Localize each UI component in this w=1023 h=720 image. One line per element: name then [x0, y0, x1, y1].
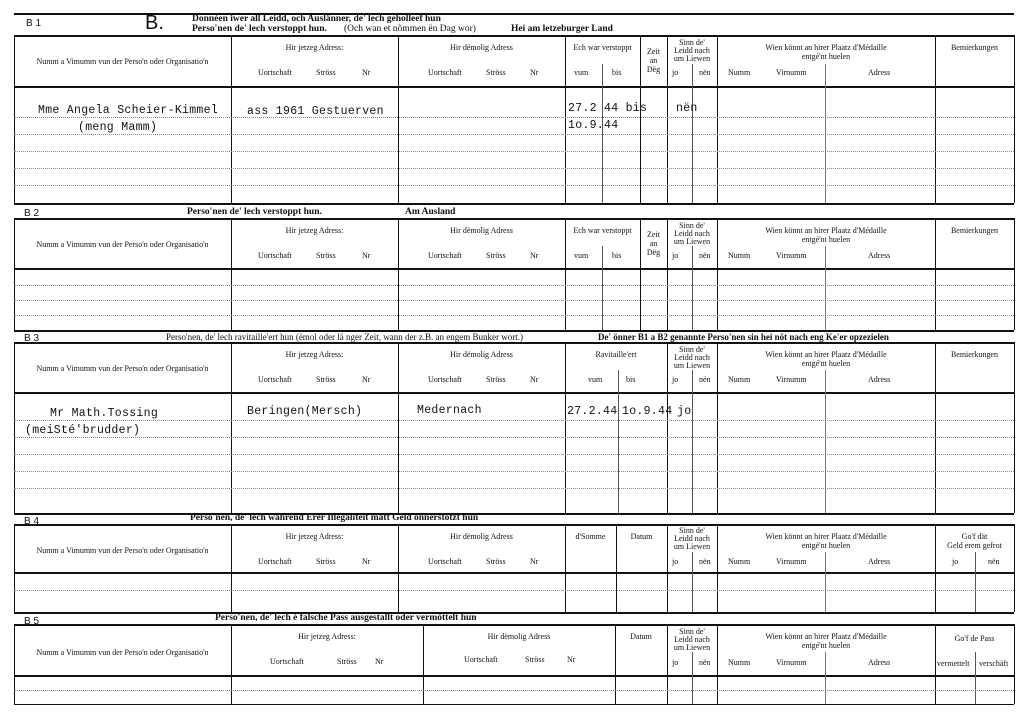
- header-medal-2: entgé'nt huelen: [801, 541, 851, 550]
- header-jo: jo: [672, 557, 679, 566]
- section-code: B 1: [26, 18, 42, 29]
- header-stross: Ströss: [316, 68, 336, 77]
- entry-ravitailleert-from: 27.2.44: [567, 405, 618, 418]
- entry-name-note: (meiSté'brudder): [25, 424, 141, 437]
- header-zeit: Zeit: [647, 230, 660, 239]
- header-medal: Wien könnt an hirer Plaatz d'Médaille: [765, 350, 887, 359]
- header-remarks: Bemierkungen: [950, 226, 999, 235]
- header-jo: jo: [672, 251, 679, 260]
- header-numm: Numm: [728, 375, 751, 384]
- header-an: an: [649, 239, 658, 248]
- header-former-address: Hir dëmolig Adress: [450, 43, 513, 52]
- header-virnumm: Virnumm: [776, 68, 807, 77]
- header-jo: jo: [672, 375, 679, 384]
- header-uortschaft: Uortschaft: [270, 657, 304, 666]
- header-current-address: Hir jetzeg Adress:: [285, 43, 344, 52]
- header-former-address: Hir dëmolig Adress: [450, 226, 513, 235]
- header-jo: jo: [672, 68, 679, 77]
- header-adress: Adress: [868, 251, 891, 260]
- header-virnumm: Virnumm: [776, 375, 807, 384]
- header-nr: Nr: [567, 655, 576, 664]
- header-uortschaft: Uortschaft: [464, 655, 498, 664]
- header-deg: Dëg: [646, 248, 661, 257]
- header-vum: vum: [574, 251, 589, 260]
- header-numm: Numm: [728, 251, 751, 260]
- header-liewen: um Liewen: [673, 361, 711, 370]
- header-stross: Ströss: [486, 68, 506, 77]
- section-subtitle-place: Hei am letzeburger Land: [511, 24, 613, 34]
- header-nr: Nr: [362, 557, 371, 566]
- header-nen: nën: [699, 251, 711, 260]
- section-title: Perso'nen, de' lech ravitaille'ert hun (ëmol oder lä nger Zeit, wann der z.B. an engem Bunker wort.): [166, 332, 523, 342]
- header-current-address: Hir jetzeg Adress:: [285, 350, 344, 359]
- header-ravitailleert: Ravitaille'ert: [595, 350, 637, 359]
- entry-alive: jo: [677, 405, 692, 418]
- header-uortschaft: Uortschaft: [428, 251, 462, 260]
- section-big-letter: B.: [145, 12, 164, 34]
- header-bis: bis: [612, 68, 622, 77]
- header-virnumm: Virnumm: [776, 251, 807, 260]
- header-adress: Adress: [868, 658, 891, 667]
- header-datum: Datum: [630, 632, 652, 641]
- header-sinn: Sinn de': [679, 221, 705, 230]
- section-code: B 5: [24, 616, 40, 627]
- header-liewen: um Liewen: [673, 643, 711, 652]
- header-medal-2: entgé'nt huelen: [801, 641, 851, 650]
- header-medal: Wien könnt an hirer Plaatz d'Médaille: [765, 226, 887, 235]
- header-nr: Nr: [362, 68, 371, 77]
- header-liewen: um Liewen: [673, 542, 711, 551]
- header-hidden: Ech war verstoppt: [573, 226, 632, 235]
- header-sinn: Sinn de': [679, 526, 705, 535]
- entry-ravitailleert-to: 1o.9.44: [622, 405, 673, 418]
- header-uortschaft: Uortschaft: [428, 68, 462, 77]
- header-numm: Numm: [728, 68, 751, 77]
- header-zeit: Zeit: [647, 47, 660, 56]
- header-adress: Adress: [868, 375, 891, 384]
- header-deg: Dëg: [646, 65, 661, 74]
- header-name: Numm a Vimumm vun der Perso'n oder Organisatio'n: [36, 364, 209, 373]
- header-stross: Ströss: [486, 251, 506, 260]
- header-nen: nën: [988, 557, 1000, 566]
- header-nen: nën: [699, 68, 711, 77]
- header-stross: Ströss: [337, 657, 357, 666]
- entry-name: Mme Angela Scheier-Kimmel: [38, 104, 219, 117]
- entry-current-address: ass 1961 Gestuerven: [247, 105, 384, 118]
- header-nr: Nr: [375, 657, 384, 666]
- section-note: De' önner B1 a B2 genannte Perso'nen sin hei nöt nach eng Ke'er opzezielen: [598, 332, 889, 342]
- header-former-address: Hir dëmolig Adress: [487, 632, 551, 641]
- section-title: Perso'nen, de' lech é falsche Pass ausgestallt oder vermöttelt hun: [215, 613, 477, 623]
- header-somme: d'Somme: [575, 532, 606, 541]
- header-vermettelt: vermettelt: [937, 659, 970, 668]
- section-subtitle: Am Ausland: [405, 207, 456, 217]
- header-nr: Nr: [530, 251, 539, 260]
- header-vum: vum: [574, 68, 589, 77]
- header-numm: Numm: [728, 658, 751, 667]
- header-remarks: Bemierkungen: [950, 43, 999, 52]
- header-nr: Nr: [530, 375, 539, 384]
- header-sinn: Sinn de': [679, 38, 705, 47]
- header-name: Numm a Vimumm vun der Perso'n oder Organisatio'n: [36, 240, 209, 249]
- header-name: Numm a Vimumm vun der Perso'n oder Organisatio'n: [36, 546, 209, 555]
- section-code: B 4: [24, 516, 40, 527]
- header-bis: bis: [626, 375, 636, 384]
- header-pass: Go'f de Pass: [954, 634, 995, 643]
- header-datum: Datum: [630, 532, 653, 541]
- header-uortschaft: Uortschaft: [258, 557, 292, 566]
- header-leidd: Leidd nach: [674, 353, 710, 362]
- header-vum: vum: [588, 375, 603, 384]
- header-nen: nën: [699, 375, 711, 384]
- section-subtitle-note: (Och wan et nõmmen ën Dag wor): [344, 24, 476, 34]
- section-title: Donnéen iwer all Leidd, och Auslänner, de' lech geholleef hun: [192, 14, 441, 24]
- header-former-address: Hir dëmolig Adress: [450, 532, 513, 541]
- header-nen: nën: [699, 658, 711, 667]
- header-name: Numm a Vimumm vun der Perso'n oder Organisatio'n: [36, 648, 209, 657]
- header-medal-2: entgé'nt huelen: [801, 235, 851, 244]
- header-leidd: Leidd nach: [674, 229, 710, 238]
- entry-hidden-from: 27.2 44 bis: [568, 102, 648, 115]
- header-leidd: Leidd nach: [674, 46, 710, 55]
- header-medal: Wien könnt an hirer Plaatz d'Médaille: [765, 532, 887, 541]
- entry-alive: nën: [676, 102, 698, 115]
- header-adress: Adress: [868, 557, 891, 566]
- header-verschaft: verschäft: [979, 659, 1009, 668]
- section-code: B 3: [24, 333, 40, 344]
- header-current-address: Hir jetzeg Adress:: [285, 226, 344, 235]
- header-liewen: um Liewen: [673, 54, 711, 63]
- header-uortschaft: Uortschaft: [258, 68, 292, 77]
- header-stross: Ströss: [316, 251, 336, 260]
- header-stross: Ströss: [486, 375, 506, 384]
- header-gof: Go'f dät: [961, 532, 988, 541]
- header-nr: Nr: [362, 251, 371, 260]
- header-medal: Wien könnt an hirer Plaatz d'Médaille: [765, 632, 887, 641]
- header-leidd: Leidd nach: [674, 534, 710, 543]
- header-stross: Ströss: [486, 557, 506, 566]
- header-virnumm: Virnumm: [776, 658, 807, 667]
- header-sinn: Sinn de': [679, 627, 705, 636]
- header-stross: Ströss: [316, 557, 336, 566]
- header-uortschaft: Uortschaft: [258, 375, 292, 384]
- section-subtitle: Perso'nen de' lech verstoppt hun.: [192, 24, 327, 34]
- header-nen: nën: [699, 557, 711, 566]
- section-code: B 2: [24, 208, 40, 219]
- header-leidd: Leidd nach: [674, 635, 710, 644]
- header-medal: Wien könnt an hirer Plaatz d'Médaille: [765, 43, 887, 52]
- entry-hidden-to: 1o.9.44: [568, 119, 619, 132]
- header-current-address: Hir jetzeg Adress:: [285, 532, 344, 541]
- header-former-address: Hir dëmolig Adress: [450, 350, 513, 359]
- header-nr: Nr: [362, 375, 371, 384]
- header-adress: Adress: [868, 68, 891, 77]
- header-sinn: Sinn de': [679, 345, 705, 354]
- section-title: Perso'nen, de' lech während Erer Illégalitéit matt Geld önnerstötzt hun: [190, 513, 479, 523]
- header-uortschaft: Uortschaft: [428, 375, 462, 384]
- header-hidden: Ech war verstoppt: [573, 43, 632, 52]
- header-uortschaft: Uortschaft: [258, 251, 292, 260]
- header-stross: Ströss: [316, 375, 336, 384]
- header-nr: Nr: [530, 68, 539, 77]
- entry-name-note: (meng Mamm): [78, 121, 158, 134]
- header-nr: Nr: [530, 557, 539, 566]
- header-numm: Numm: [728, 557, 751, 566]
- entry-current-address: Beringen(Mersch): [247, 405, 363, 418]
- section-title: Perso'nen de' lech verstoppt hun.: [187, 207, 322, 217]
- header-gof-2: Geld erem gefrot: [947, 541, 1002, 550]
- header-jo: jo: [952, 557, 959, 566]
- header-name: Numm a Vimumm vun der Perso'n oder Organisatio'n: [36, 57, 209, 66]
- header-virnumm: Virnumm: [776, 557, 807, 566]
- header-stross: Ströss: [525, 655, 545, 664]
- header-medal-2: entgé'nt huelen: [801, 52, 851, 61]
- header-jo: jo: [672, 658, 679, 667]
- entry-name: Mr Math.Tossing: [50, 407, 159, 420]
- header-an: an: [649, 56, 658, 65]
- header-liewen: um Liewen: [673, 237, 711, 246]
- header-medal-2: entgé'nt huelen: [801, 359, 851, 368]
- header-bis: bis: [612, 251, 622, 260]
- header-remarks: Bemierkungen: [950, 350, 999, 359]
- header-uortschaft: Uortschaft: [428, 557, 462, 566]
- header-current-address: Hir jetzeg Adress:: [298, 632, 356, 641]
- entry-former-address: Medernach: [417, 404, 482, 417]
